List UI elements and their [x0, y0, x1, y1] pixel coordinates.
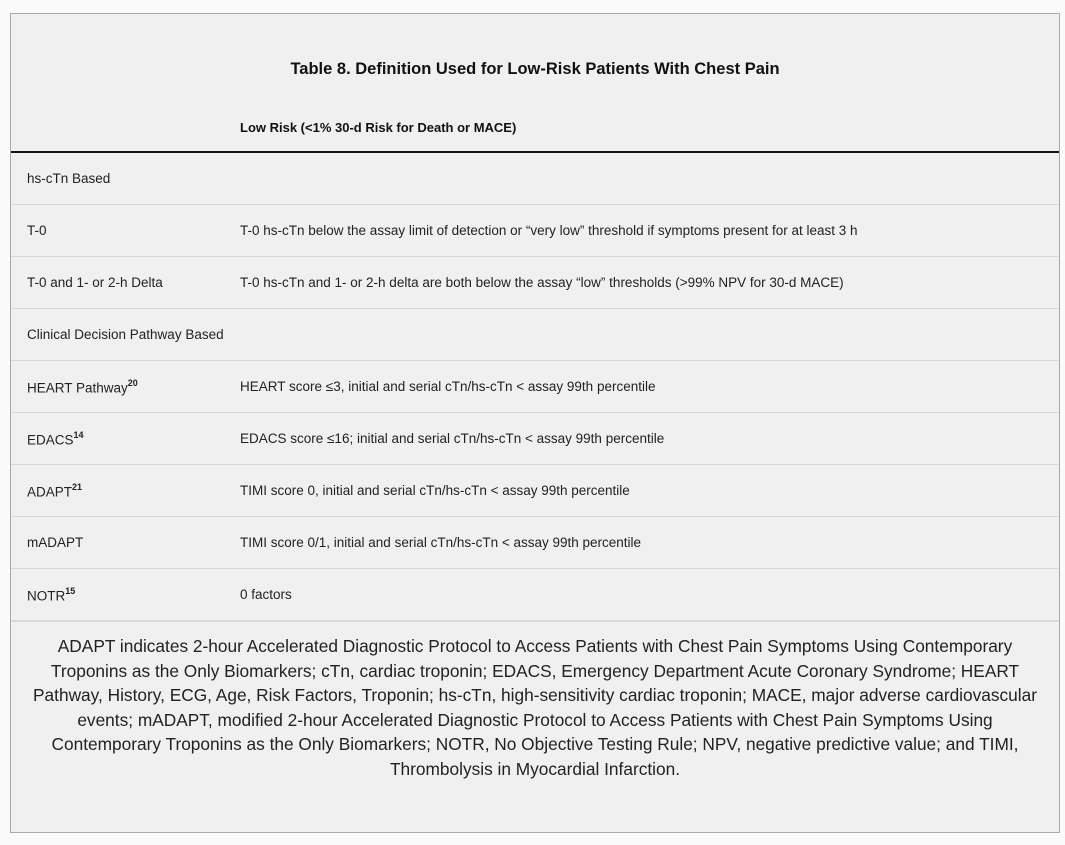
- table-row: [11, 517, 1059, 569]
- table-row: [11, 205, 1059, 257]
- column-header: Low Risk (<1% 30-d Risk for Death or MACE): [240, 120, 517, 135]
- reference-superscript[interactable]: 21: [72, 482, 83, 492]
- row-label: NOTR$^{15}$: [27, 586, 76, 604]
- row-value: HEART score ≤3, initial and serial cTn/hs-cTn < assay 99th percentile: [240, 379, 656, 394]
- table-row: [11, 153, 1059, 205]
- row-label: mADAPT: [27, 535, 84, 550]
- table-container: [10, 13, 1060, 833]
- table-row: [11, 309, 1059, 361]
- table-row: [11, 361, 1059, 413]
- row-label: ADAPT$^{21}$: [27, 482, 83, 500]
- reference-superscript[interactable]: 20: [127, 378, 138, 388]
- row-label: Clinical Decision Pathway Based: [27, 327, 224, 342]
- row-value: 0 factors: [240, 587, 292, 602]
- row-value: EDACS score ≤16; initial and serial cTn/hs-cTn < assay 99th percentile: [240, 431, 665, 446]
- row-label: T-0: [27, 223, 47, 238]
- table-row: [11, 569, 1059, 622]
- row-label: hs-cTn Based: [27, 171, 111, 186]
- row-label: EDACS$^{14}$: [27, 430, 84, 448]
- table-body: [11, 153, 1059, 622]
- table-row: [11, 257, 1059, 309]
- table-row: [11, 465, 1059, 517]
- table-title: Table 8. Definition Used for Low-Risk Patients With Chest Pain: [290, 60, 780, 78]
- reference-superscript[interactable]: 15: [65, 586, 76, 596]
- reference-superscript[interactable]: 14: [73, 430, 84, 440]
- row-label: T-0 and 1- or 2-h Delta: [27, 275, 163, 290]
- table-footnote: ADAPT indicates 2-hour Accelerated Diagnostic Protocol to Access Patients with Chest Pain Symptoms Using Contemporary Troponins as the Only Biomarkers; cTn, cardiac troponin; EDACS, Emergency Department Acute Coronary Syndrome; HEART Pathway, History, ECG, Age, Risk Factors, Troponin; hs-cTn, high-sensitivity cardiac troponin; MACE, major adverse cardiovascular events; mADAPT, modified 2-hour Accelerated Diagnostic Protocol to Access Patients with Chest Pain Symptoms Using Contemporary Troponins as the Only Biomarkers; NOTR, No Objective Testing Rule; NPV, negative predictive value; and TIMI, Thrombolysis in Myocardial Infarction.: [33, 636, 1037, 779]
- row-value: T-0 hs-cTn below the assay limit of detection or “very low” threshold if symptoms present for at least 3 h: [240, 223, 858, 238]
- row-value: TIMI score 0/1, initial and serial cTn/hs-cTn < assay 99th percentile: [240, 535, 642, 550]
- table-row: [11, 413, 1059, 465]
- row-label: HEART Pathway$^{20}$: [27, 378, 138, 396]
- row-value: T-0 hs-cTn and 1- or 2-h delta are both below the assay “low” thresholds (>99% NPV for 30-d MACE): [240, 275, 844, 290]
- row-value: TIMI score 0, initial and serial cTn/hs-cTn < assay 99th percentile: [240, 483, 630, 498]
